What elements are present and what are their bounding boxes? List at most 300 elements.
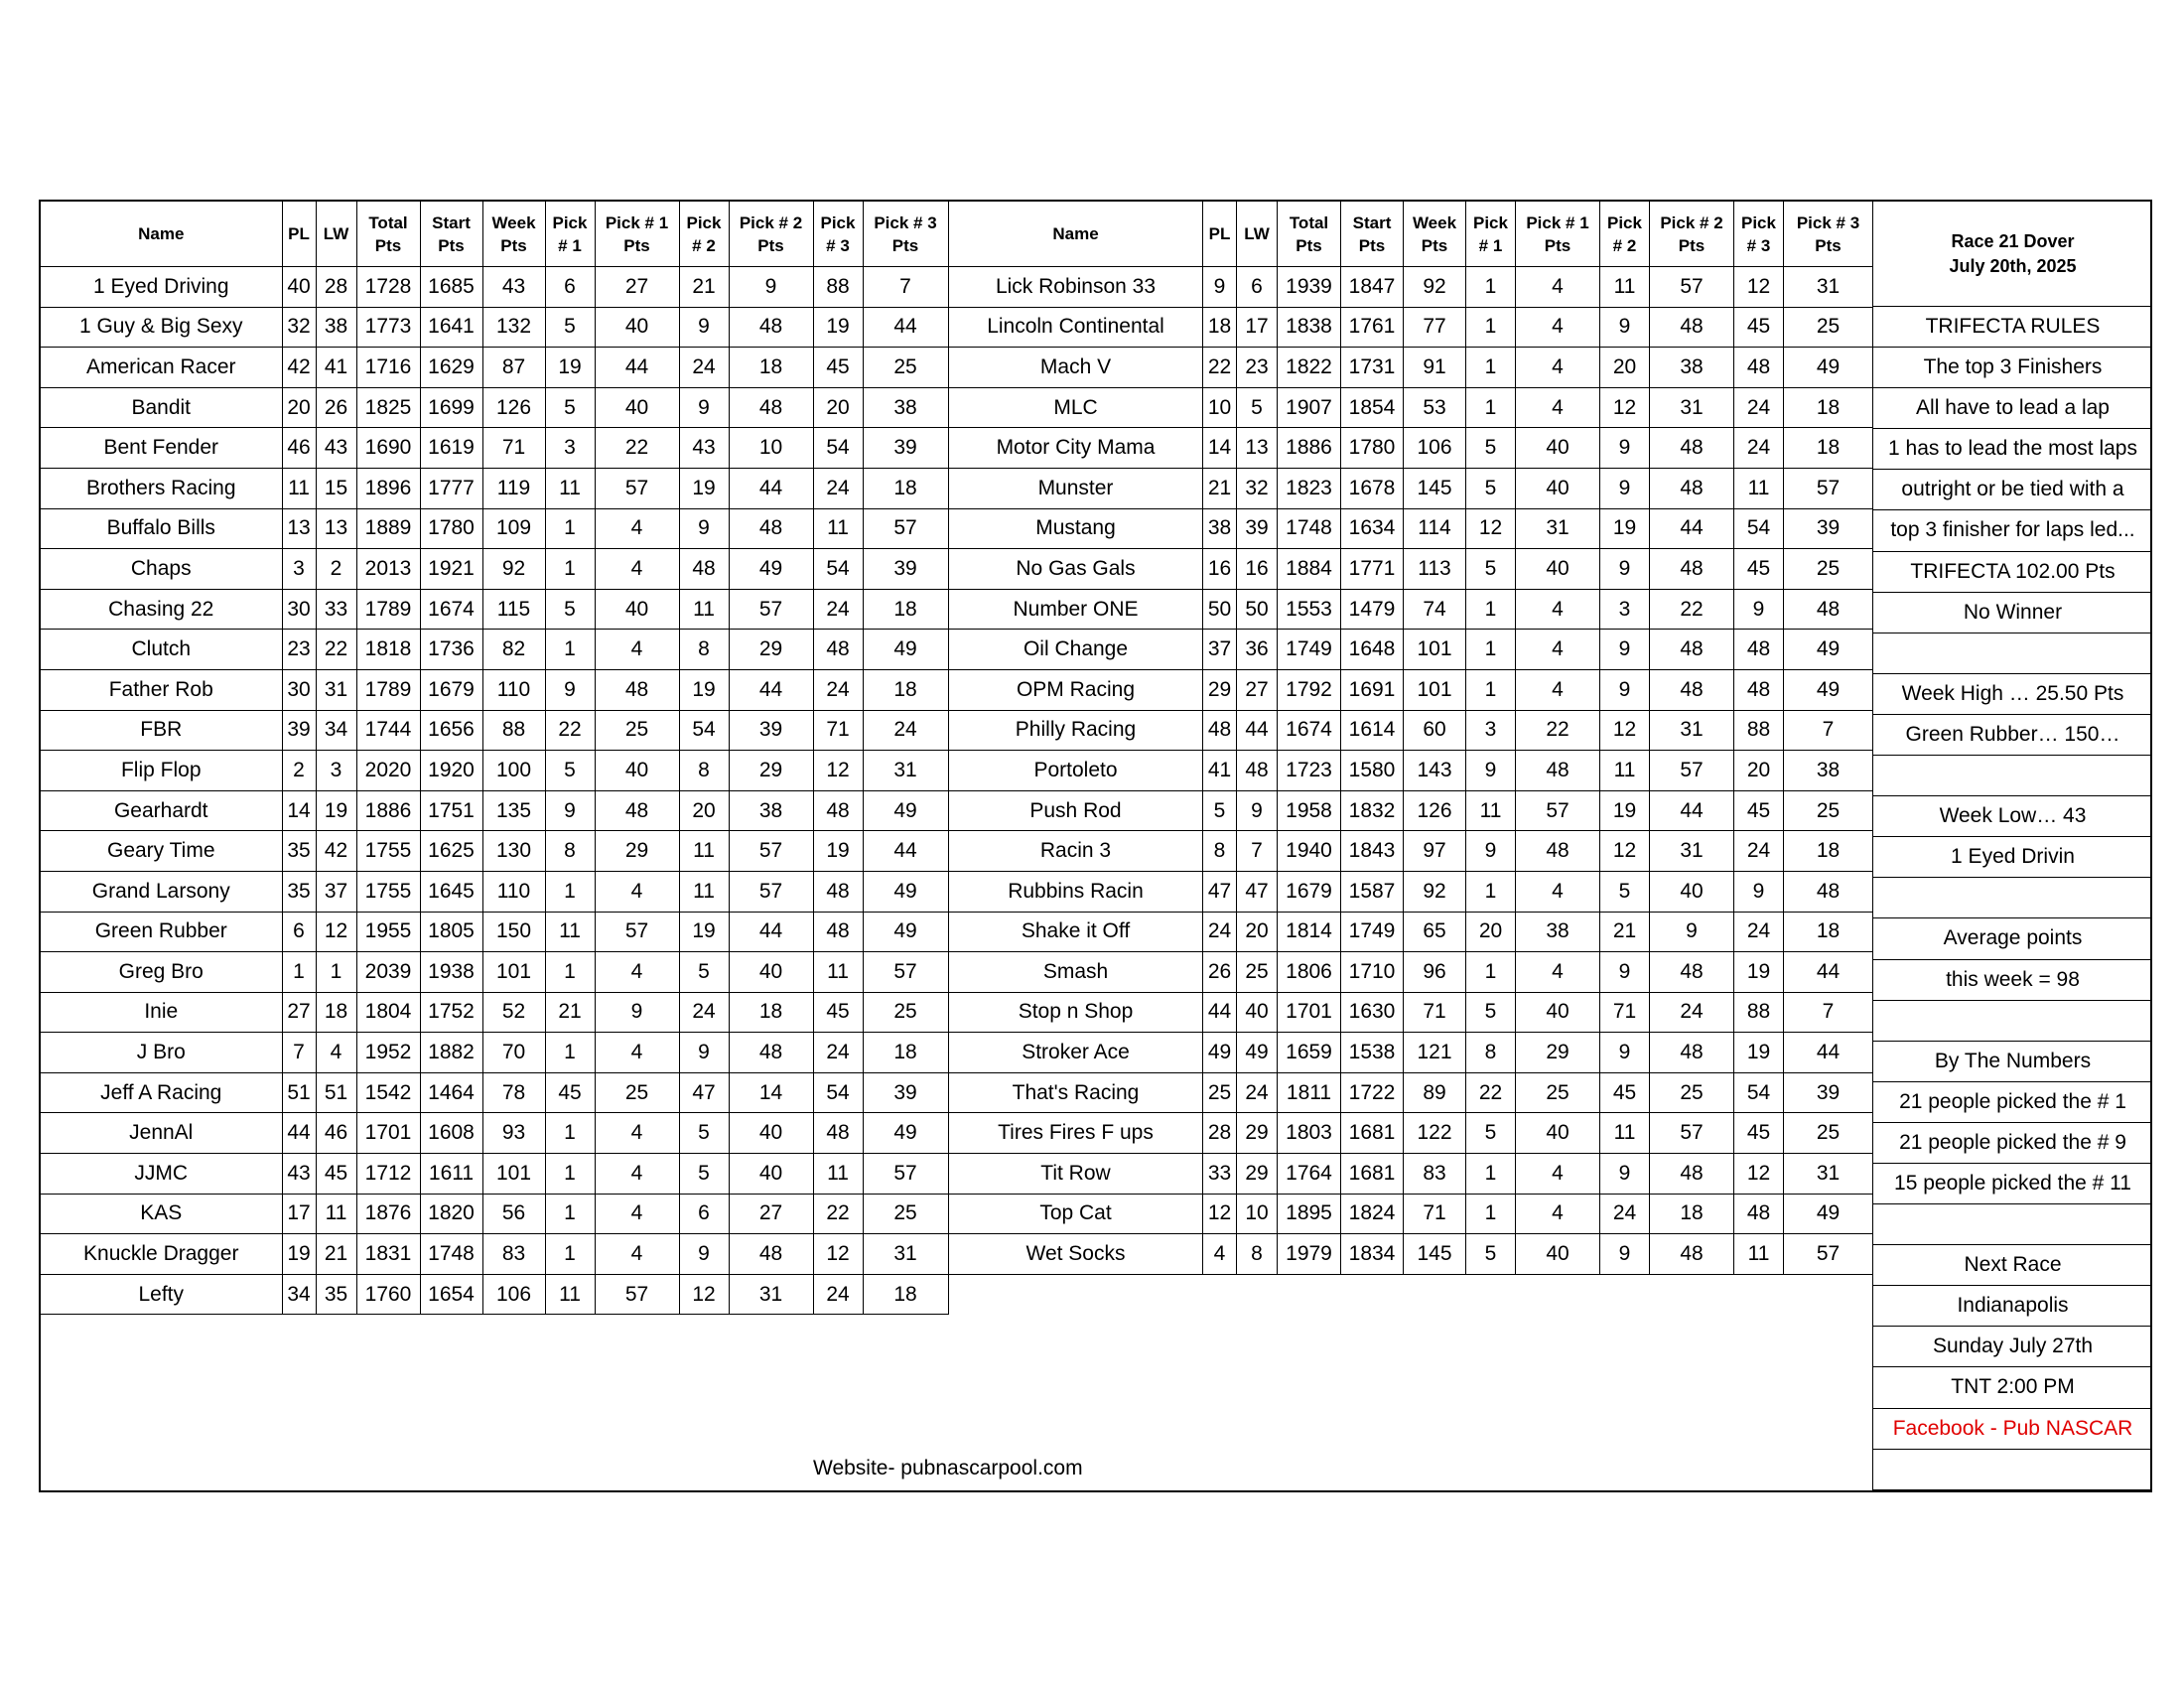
table-cell: 9 — [1600, 1234, 1650, 1275]
table-cell: 14 — [1203, 428, 1237, 469]
table-cell: 1882 — [420, 1033, 482, 1073]
table-cell: 24 — [1203, 912, 1237, 952]
table-cell: 1895 — [1278, 1194, 1341, 1234]
table-row — [41, 1274, 948, 1315]
table-cell: 32 — [1237, 468, 1278, 508]
team-name-cell: Stroker Ace — [949, 1033, 1203, 1073]
table-cell: 1751 — [420, 790, 482, 831]
table-cell: 22 — [1650, 589, 1734, 630]
standings-table-left — [41, 202, 949, 1315]
table-cell: 7 — [1237, 831, 1278, 872]
table-cell: 19 — [316, 790, 356, 831]
team-name-cell: No Gas Gals — [949, 549, 1203, 590]
table-cell: 9 — [1600, 630, 1650, 670]
table-cell: 1 — [545, 630, 595, 670]
table-cell: 31 — [1784, 267, 1873, 308]
table-cell: 49 — [863, 630, 948, 670]
table-cell: 1691 — [1341, 669, 1404, 710]
table-cell: 1952 — [356, 1033, 420, 1073]
table-cell: 1656 — [420, 710, 482, 751]
info-line: top 3 finisher for laps led... — [1873, 510, 2152, 551]
table-cell: 1 — [545, 871, 595, 912]
race-title — [1873, 202, 2152, 307]
table-cell: 106 — [482, 1274, 545, 1315]
table-cell: 1701 — [356, 1113, 420, 1154]
table-cell: 1760 — [356, 1274, 420, 1315]
table-cell: 25 — [863, 348, 948, 388]
table-cell: 1736 — [420, 630, 482, 670]
team-name-cell: Lick Robinson 33 — [949, 267, 1203, 308]
table-row — [949, 1113, 1873, 1154]
table-row — [41, 1234, 948, 1275]
standings-table-right — [948, 202, 1873, 1275]
team-name-cell: FBR — [41, 710, 282, 751]
table-cell: 114 — [1404, 508, 1466, 549]
table-cell: 21 — [679, 267, 729, 308]
table-cell: 11 — [282, 468, 316, 508]
table-cell: 18 — [1784, 387, 1873, 428]
table-cell: 1679 — [420, 669, 482, 710]
info-line — [1873, 1450, 2152, 1490]
table-row — [949, 468, 1873, 508]
header-row — [41, 202, 948, 267]
table-row — [41, 751, 948, 791]
table-cell: 9 — [679, 387, 729, 428]
table-cell: 4 — [1516, 952, 1600, 993]
table-cell: 29 — [1237, 1113, 1278, 1154]
table-cell: 44 — [729, 468, 813, 508]
table-cell: 106 — [1404, 428, 1466, 469]
table-cell: 1630 — [1341, 992, 1404, 1033]
column-header: Week Pts — [1404, 202, 1466, 267]
table-cell: 54 — [813, 1072, 863, 1113]
table-cell: 71 — [1404, 1194, 1466, 1234]
table-row — [41, 790, 948, 831]
table-cell: 31 — [729, 1274, 813, 1315]
table-cell: 5 — [679, 952, 729, 993]
table-cell: 1654 — [420, 1274, 482, 1315]
table-cell: 8 — [679, 751, 729, 791]
table-cell: 9 — [1237, 790, 1278, 831]
team-name-cell: Flip Flop — [41, 751, 282, 791]
table-cell: 87 — [482, 348, 545, 388]
table-cell: 20 — [282, 387, 316, 428]
table-cell: 1723 — [1278, 751, 1341, 791]
info-line: The top 3 Finishers — [1873, 348, 2152, 388]
table-cell: 18 — [863, 589, 948, 630]
table-cell: 1876 — [356, 1194, 420, 1234]
table-cell: 57 — [1650, 267, 1734, 308]
table-row — [949, 790, 1873, 831]
table-cell: 92 — [482, 549, 545, 590]
table-cell: 37 — [1203, 630, 1237, 670]
table-cell: 44 — [1650, 508, 1734, 549]
team-name-cell: Father Rob — [41, 669, 282, 710]
table-row — [41, 428, 948, 469]
table-cell: 48 — [1650, 307, 1734, 348]
table-cell: 40 — [729, 1113, 813, 1154]
table-cell: 1 — [1466, 669, 1516, 710]
table-cell: 1678 — [1341, 468, 1404, 508]
table-cell: 9 — [1600, 952, 1650, 993]
table-cell: 36 — [1237, 630, 1278, 670]
table-cell: 88 — [813, 267, 863, 308]
table-cell: 10 — [1237, 1194, 1278, 1234]
table-cell: 1553 — [1278, 589, 1341, 630]
table-cell: 1789 — [356, 669, 420, 710]
table-cell: 35 — [282, 831, 316, 872]
table-cell: 121 — [1404, 1033, 1466, 1073]
table-cell: 1789 — [356, 589, 420, 630]
table-cell: 71 — [1404, 992, 1466, 1033]
team-name-cell: Rubbins Racin — [949, 871, 1203, 912]
info-line: Week Low… 43 — [1873, 796, 2152, 837]
table-cell: 44 — [1784, 952, 1873, 993]
team-name-cell: J Bro — [41, 1033, 282, 1073]
table-cell: 39 — [729, 710, 813, 751]
table-row — [949, 1033, 1873, 1073]
table-row — [949, 589, 1873, 630]
table-cell: 34 — [282, 1274, 316, 1315]
table-cell: 101 — [482, 1154, 545, 1195]
table-cell: 113 — [1404, 549, 1466, 590]
table-cell: 29 — [1237, 1154, 1278, 1195]
table-cell: 11 — [545, 468, 595, 508]
team-name-cell: Smash — [949, 952, 1203, 993]
table-cell: 1792 — [1278, 669, 1341, 710]
table-cell: 4 — [1516, 1154, 1600, 1195]
table-cell: 27 — [595, 267, 679, 308]
team-name-cell: Clutch — [41, 630, 282, 670]
team-name-cell: Greg Bro — [41, 952, 282, 993]
table-cell: 57 — [1650, 751, 1734, 791]
table-cell: 48 — [1784, 871, 1873, 912]
table-cell: 3 — [282, 549, 316, 590]
table-cell: 48 — [1516, 831, 1600, 872]
table-cell: 1921 — [420, 549, 482, 590]
table-row — [41, 468, 948, 508]
table-cell: 1 — [1466, 871, 1516, 912]
table-cell: 5 — [545, 589, 595, 630]
table-cell: 2 — [282, 751, 316, 791]
table-cell: 25 — [863, 1194, 948, 1234]
table-cell: 145 — [1404, 1234, 1466, 1275]
table-cell: 11 — [545, 1274, 595, 1315]
table-cell: 45 — [1734, 307, 1784, 348]
table-cell: 1619 — [420, 428, 482, 469]
team-name-cell: Knuckle Dragger — [41, 1234, 282, 1275]
table-cell: 60 — [1404, 710, 1466, 751]
table-row — [949, 387, 1873, 428]
table-cell: 9 — [1650, 912, 1734, 952]
table-cell: 9 — [679, 508, 729, 549]
column-header: Pick # 3 — [813, 202, 863, 267]
table-cell: 18 — [729, 992, 813, 1033]
table-cell: 11 — [813, 952, 863, 993]
table-row — [41, 1033, 948, 1073]
table-cell: 57 — [863, 952, 948, 993]
table-cell: 39 — [1784, 508, 1873, 549]
table-cell: 9 — [1600, 669, 1650, 710]
table-cell: 38 — [1784, 751, 1873, 791]
table-cell: 1679 — [1278, 871, 1341, 912]
table-row — [949, 992, 1873, 1033]
table-cell: 132 — [482, 307, 545, 348]
table-cell: 54 — [813, 549, 863, 590]
table-cell: 50 — [1237, 589, 1278, 630]
table-cell: 82 — [482, 630, 545, 670]
table-row — [949, 952, 1873, 993]
table-cell: 5 — [1466, 428, 1516, 469]
table-cell: 44 — [863, 307, 948, 348]
table-cell: 1886 — [356, 790, 420, 831]
table-cell: 1803 — [1278, 1113, 1341, 1154]
team-name-cell: 1 Guy & Big Sexy — [41, 307, 282, 348]
table-cell: 22 — [1466, 1072, 1516, 1113]
table-cell: 52 — [482, 992, 545, 1033]
table-cell: 1884 — [1278, 549, 1341, 590]
table-cell: 57 — [1650, 1113, 1734, 1154]
column-header: Pick # 3 Pts — [1784, 202, 1873, 267]
table-cell: 33 — [1203, 1154, 1237, 1195]
table-cell: 1580 — [1341, 751, 1404, 791]
table-cell: 110 — [482, 669, 545, 710]
table-cell: 9 — [1734, 589, 1784, 630]
team-name-cell: Tit Row — [949, 1154, 1203, 1195]
table-cell: 6 — [545, 267, 595, 308]
table-cell: 9 — [1600, 1033, 1650, 1073]
table-cell: 13 — [316, 508, 356, 549]
table-cell: 110 — [482, 871, 545, 912]
table-cell: 40 — [1237, 992, 1278, 1033]
table-cell: 57 — [1784, 1234, 1873, 1275]
table-cell: 39 — [863, 428, 948, 469]
table-cell: 19 — [545, 348, 595, 388]
table-cell: 4 — [1516, 871, 1600, 912]
table-cell: 31 — [1650, 387, 1734, 428]
table-cell: 3 — [1466, 710, 1516, 751]
table-cell: 57 — [729, 589, 813, 630]
table-cell: 70 — [482, 1033, 545, 1073]
team-name-cell: American Racer — [41, 348, 282, 388]
table-cell: 24 — [1734, 387, 1784, 428]
column-header: Pick # 2 Pts — [729, 202, 813, 267]
table-cell: 19 — [1600, 790, 1650, 831]
table-cell: 48 — [813, 912, 863, 952]
table-cell: 18 — [863, 1274, 948, 1315]
team-name-cell: Top Cat — [949, 1194, 1203, 1234]
table-cell: 10 — [729, 428, 813, 469]
table-cell: 46 — [282, 428, 316, 469]
table-cell: 39 — [863, 1072, 948, 1113]
table-cell: 38 — [863, 387, 948, 428]
team-name-cell: Oil Change — [949, 630, 1203, 670]
column-header: Pick # 1 Pts — [1516, 202, 1600, 267]
table-cell: 21 — [1203, 468, 1237, 508]
table-cell: 1542 — [356, 1072, 420, 1113]
table-cell: 9 — [1734, 871, 1784, 912]
table-row — [949, 1072, 1873, 1113]
table-cell: 9 — [1600, 428, 1650, 469]
table-cell: 48 — [729, 307, 813, 348]
table-cell: 41 — [1203, 751, 1237, 791]
table-cell: 1712 — [356, 1154, 420, 1195]
table-cell: 48 — [1650, 549, 1734, 590]
table-cell: 27 — [282, 992, 316, 1033]
table-cell: 49 — [863, 1113, 948, 1154]
table-cell: 7 — [1784, 992, 1873, 1033]
table-cell: 47 — [679, 1072, 729, 1113]
info-line: TRIFECTA 102.00 Pts — [1873, 552, 2152, 593]
table-cell: 29 — [1516, 1033, 1600, 1073]
table-cell: 1 — [545, 1154, 595, 1195]
table-cell: 1659 — [1278, 1033, 1341, 1073]
table-cell: 31 — [863, 1234, 948, 1275]
table-cell: 1834 — [1341, 1234, 1404, 1275]
team-name-cell: Mach V — [949, 348, 1203, 388]
race-info-panel — [1872, 202, 2152, 1490]
column-header: Start Pts — [420, 202, 482, 267]
team-name-cell: Chaps — [41, 549, 282, 590]
table-cell: 1538 — [1341, 1033, 1404, 1073]
table-cell: 11 — [1600, 1113, 1650, 1154]
info-line: Next Race — [1873, 1245, 2152, 1286]
team-name-cell: Buffalo Bills — [41, 508, 282, 549]
table-cell: 26 — [316, 387, 356, 428]
table-cell: 1 — [545, 549, 595, 590]
table-cell: 49 — [1784, 669, 1873, 710]
table-cell: 43 — [282, 1154, 316, 1195]
table-row — [949, 508, 1873, 549]
table-cell: 20 — [1237, 912, 1278, 952]
table-cell: 22 — [545, 710, 595, 751]
table-cell: 3 — [316, 751, 356, 791]
table-cell: 1764 — [1278, 1154, 1341, 1195]
table-cell: 1 — [545, 508, 595, 549]
table-cell: 1820 — [420, 1194, 482, 1234]
table-cell: 2013 — [356, 549, 420, 590]
table-cell: 12 — [813, 1234, 863, 1275]
race-date: July 20th, 2025 — [1949, 256, 2077, 276]
table-cell: 51 — [282, 1072, 316, 1113]
table-cell: 24 — [813, 468, 863, 508]
table-cell: 49 — [1784, 1194, 1873, 1234]
table-cell: 7 — [282, 1033, 316, 1073]
table-cell: 39 — [1784, 1072, 1873, 1113]
table-cell: 1979 — [1278, 1234, 1341, 1275]
table-cell: 21 — [316, 1234, 356, 1275]
info-line — [1873, 1204, 2152, 1245]
table-cell: 1847 — [1341, 267, 1404, 308]
table-cell: 24 — [1237, 1072, 1278, 1113]
table-cell: 49 — [1237, 1033, 1278, 1073]
team-name-cell: Mustang — [949, 508, 1203, 549]
table-cell: 33 — [316, 589, 356, 630]
table-cell: 3 — [1600, 589, 1650, 630]
info-line: Indianapolis — [1873, 1286, 2152, 1327]
table-cell: 88 — [1734, 992, 1784, 1033]
table-cell: 1 — [545, 1194, 595, 1234]
table-cell: 4 — [1516, 348, 1600, 388]
table-cell: 4 — [1516, 630, 1600, 670]
info-line — [1873, 756, 2152, 796]
table-cell: 48 — [813, 790, 863, 831]
table-cell: 1752 — [420, 992, 482, 1033]
table-cell: 25 — [1784, 790, 1873, 831]
table-cell: 1464 — [420, 1072, 482, 1113]
table-cell: 6 — [282, 912, 316, 952]
table-cell: 14 — [729, 1072, 813, 1113]
table-cell: 1749 — [1341, 912, 1404, 952]
table-row — [41, 589, 948, 630]
table-row — [949, 1194, 1873, 1234]
table-cell: 7 — [1784, 710, 1873, 751]
table-cell: 45 — [813, 348, 863, 388]
table-cell: 9 — [679, 1234, 729, 1275]
table-cell: 4 — [1516, 589, 1600, 630]
table-cell: 29 — [729, 751, 813, 791]
table-cell: 40 — [1516, 1113, 1600, 1154]
table-row — [949, 1234, 1873, 1275]
table-row — [41, 1194, 948, 1234]
table-cell: 12 — [813, 751, 863, 791]
table-cell: 1479 — [1341, 589, 1404, 630]
table-row — [949, 912, 1873, 952]
table-cell: 48 — [595, 669, 679, 710]
table-cell: 4 — [595, 1033, 679, 1073]
column-header: Name — [41, 202, 282, 267]
column-header: Name — [949, 202, 1203, 267]
table-cell: 31 — [1650, 831, 1734, 872]
table-cell: 19 — [1734, 1033, 1784, 1073]
table-cell: 5 — [1600, 871, 1650, 912]
table-cell: 42 — [316, 831, 356, 872]
table-row — [41, 508, 948, 549]
table-cell: 1749 — [1278, 630, 1341, 670]
table-cell: 30 — [282, 669, 316, 710]
table-row — [949, 751, 1873, 791]
table-cell: 1831 — [356, 1234, 420, 1275]
table-cell: 101 — [1404, 669, 1466, 710]
table-cell: 9 — [1466, 831, 1516, 872]
table-cell: 4 — [1203, 1234, 1237, 1275]
info-line: outright or be tied with a — [1873, 470, 2152, 510]
table-cell: 49 — [863, 912, 948, 952]
table-cell: 40 — [1516, 549, 1600, 590]
table-cell: 1889 — [356, 508, 420, 549]
table-cell: 18 — [1650, 1194, 1734, 1234]
table-cell: 54 — [1734, 1072, 1784, 1113]
table-cell: 40 — [1516, 1234, 1600, 1275]
table-cell: 1608 — [420, 1113, 482, 1154]
table-cell: 9 — [679, 307, 729, 348]
table-cell: 24 — [1734, 912, 1784, 952]
table-cell: 1832 — [1341, 790, 1404, 831]
table-cell: 39 — [863, 549, 948, 590]
table-cell: 5 — [1466, 1113, 1516, 1154]
table-cell: 9 — [1466, 751, 1516, 791]
table-cell: 48 — [729, 508, 813, 549]
column-header: Pick # 1 — [545, 202, 595, 267]
table-cell: 48 — [1650, 428, 1734, 469]
table-cell: 1587 — [1341, 871, 1404, 912]
table-row — [949, 871, 1873, 912]
table-row — [949, 307, 1873, 348]
table-cell: 57 — [863, 1154, 948, 1195]
table-row — [41, 1154, 948, 1195]
table-cell: 4 — [1516, 387, 1600, 428]
table-cell: 57 — [595, 1274, 679, 1315]
